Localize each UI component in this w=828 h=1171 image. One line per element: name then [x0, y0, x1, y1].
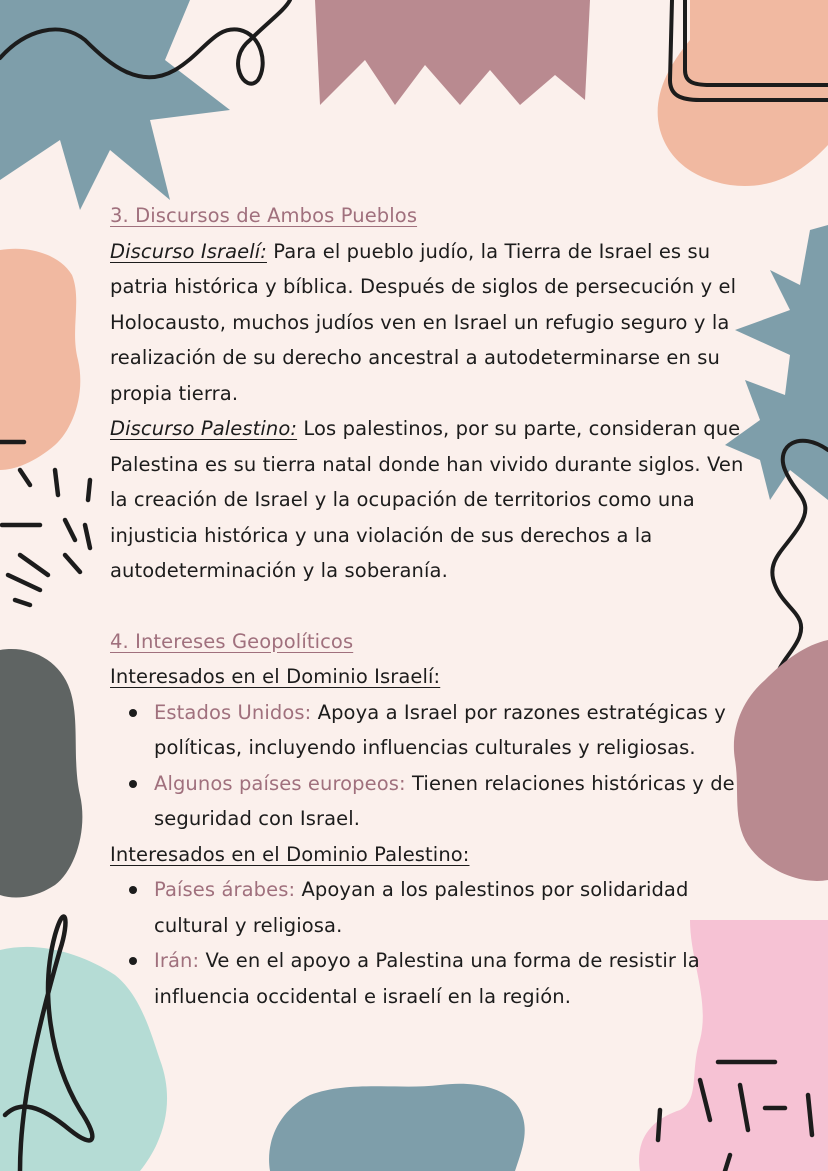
paragraph-discurso-palestino: [110, 411, 750, 589]
list-item: [154, 943, 750, 1014]
list-item-term: Algunos países europeos:: [154, 771, 406, 795]
main-text: [110, 198, 750, 1014]
label-discurso-israeli: Discurso Israelí:: [110, 239, 267, 263]
list-item: [154, 766, 750, 837]
paragraph-discurso-israeli: [110, 234, 750, 412]
list-item-term: Países árabes:: [154, 878, 296, 901]
list-item-text: Apoyan a los palestinos por solidaridad cultural y religiosa.: [154, 878, 689, 937]
list-item-term: Irán:: [154, 949, 200, 972]
peach-blob-left: [0, 249, 80, 470]
section-heading-discursos: 3. Discursos de Ambos Pueblos: [110, 204, 418, 227]
list-item-text: Apoya a Israel por razones estratégicas y políticas, incluyendo influencias culturales y religiosas.: [154, 700, 726, 759]
text-discurso-palestino: Los palestinos, por su parte, consideran que Palestina es su tierra natal donde han vivido durante siglos. Ven la creación de Israel y la ocupación de territorios como una injusticia histórica y una violación de sus derechos a la autodeterminación y la soberanía.: [110, 417, 744, 582]
subheading-dominio-israeli: Interesados en el Dominio Israelí:: [110, 665, 441, 688]
blue-blob-bottom: [269, 1084, 525, 1171]
label-discurso-palestino: Discurso Palestino:: [110, 417, 298, 440]
section-heading-intereses: 4. Intereses Geopolíticos: [110, 629, 354, 653]
list-item: [154, 872, 750, 943]
charcoal-blob-left: [0, 649, 82, 897]
mauve-zigzag-top: [315, 0, 590, 105]
subheading-dominio-palestino: Interesados en el Dominio Palestino:: [110, 842, 470, 866]
list-dominio-palestino: [110, 872, 750, 1014]
list-item-text: Tienen relaciones históricas y de seguridad con Israel.: [154, 771, 735, 830]
text-discurso-israeli: Para el pueblo judío, la Tierra de Israel es su patria histórica y bíblica. Después de siglos de persecución y el Holocausto, muchos judíos ven en Israel un refugio seguro y la realización de su derecho ancestral a autodeterminarse en su propia tierra.: [110, 239, 737, 405]
list-item-text: Ve en el apoyo a Palestina una forma de resistir la influencia occidental e israelí en la región.: [154, 949, 700, 1008]
list-item-term: Estados Unidos:: [154, 700, 312, 724]
list-dominio-israeli: [110, 695, 750, 837]
list-item: [154, 695, 750, 766]
